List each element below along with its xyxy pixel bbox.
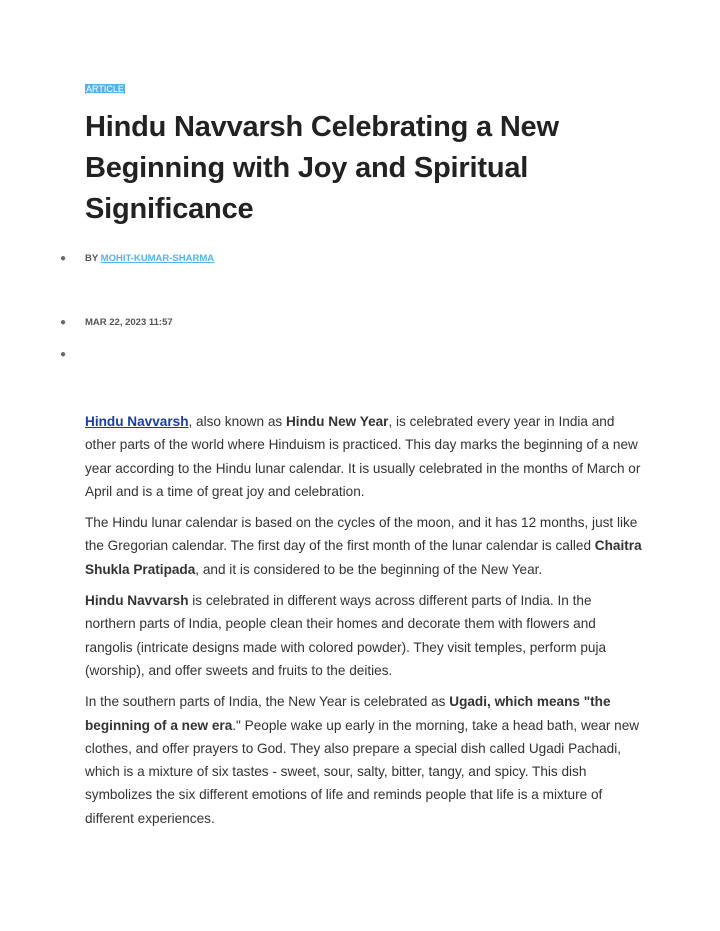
p3-text-1: is celebrated in different ways across different parts of India. In the northern parts of India, people clean their homes and decorate them with flowers and rangolis (intricate designs made with colored powder). They visit temples, perform puja (worship), and offer sweets and fruits to the deities. xyxy=(85,593,607,678)
paragraph-3 xyxy=(85,589,645,682)
p2-text-1: The Hindu lunar calendar is based on the cycles of the moon, and it has 12 months, just like the Gregorian calendar. The first day of the first month of the lunar calendar is called xyxy=(85,515,638,554)
publish-date: MAR 22, 2023 11:57 xyxy=(85,317,173,328)
article-body xyxy=(85,410,645,838)
bullet-icon: ● xyxy=(60,253,67,264)
paragraph-2 xyxy=(85,511,645,581)
hindu-navvarsh-link[interactable]: Hindu Navvarsh xyxy=(85,414,189,429)
category-badge-link[interactable]: ARTICLE xyxy=(86,84,124,94)
p1-bold-hindu-new-year: Hindu New Year xyxy=(285,414,389,429)
p1-text-1: , also known as xyxy=(188,414,286,429)
p2-bold-chaitra: Chaitra Shukla Pratipada xyxy=(85,538,642,577)
paragraph-4 xyxy=(85,690,645,830)
p4-bold-ugadi: Ugadi, which means "the beginning of a new era xyxy=(85,694,611,733)
author-byline xyxy=(85,253,214,264)
p1-text-2: , is celebrated every year in India and other parts of the world where Hinduism is practiced. This day marks the beginning of a new year according to the Hindu lunar calendar. It is usually celebrated in the months of March or April and is a time of great joy and celebration. xyxy=(85,414,641,499)
p4-text-1: In the southern parts of India, the New Year is celebrated as xyxy=(85,694,450,710)
p2-text-2: , and it is considered to be the beginning of the New Year. xyxy=(195,561,543,577)
article-title: Hindu Navvarsh Celebrating a New Beginning with Joy and Spiritual Significance xyxy=(85,111,559,225)
author-link[interactable]: MOHIT-KUMAR-SHARMA xyxy=(100,253,215,264)
bullet-icon: ● xyxy=(60,349,67,360)
p4-text-2: ." People wake up early in the morning, take a head bath, wear new clothes, and offer prayers to God. They also prepare a special dish called Ugadi Pachadi, which is a mixture of six tastes - sweet, sour, salty, bitter, tangy, and spicy. This dish symbolizes the six different emotions of life and reminds people that life is a mixture of different experiences. xyxy=(85,717,640,826)
paragraph-1 xyxy=(85,410,645,503)
by-label: BY xyxy=(85,253,99,264)
bullet-icon: ● xyxy=(60,317,67,328)
p3-bold-hindu-navvarsh: Hindu Navvarsh xyxy=(85,593,189,609)
